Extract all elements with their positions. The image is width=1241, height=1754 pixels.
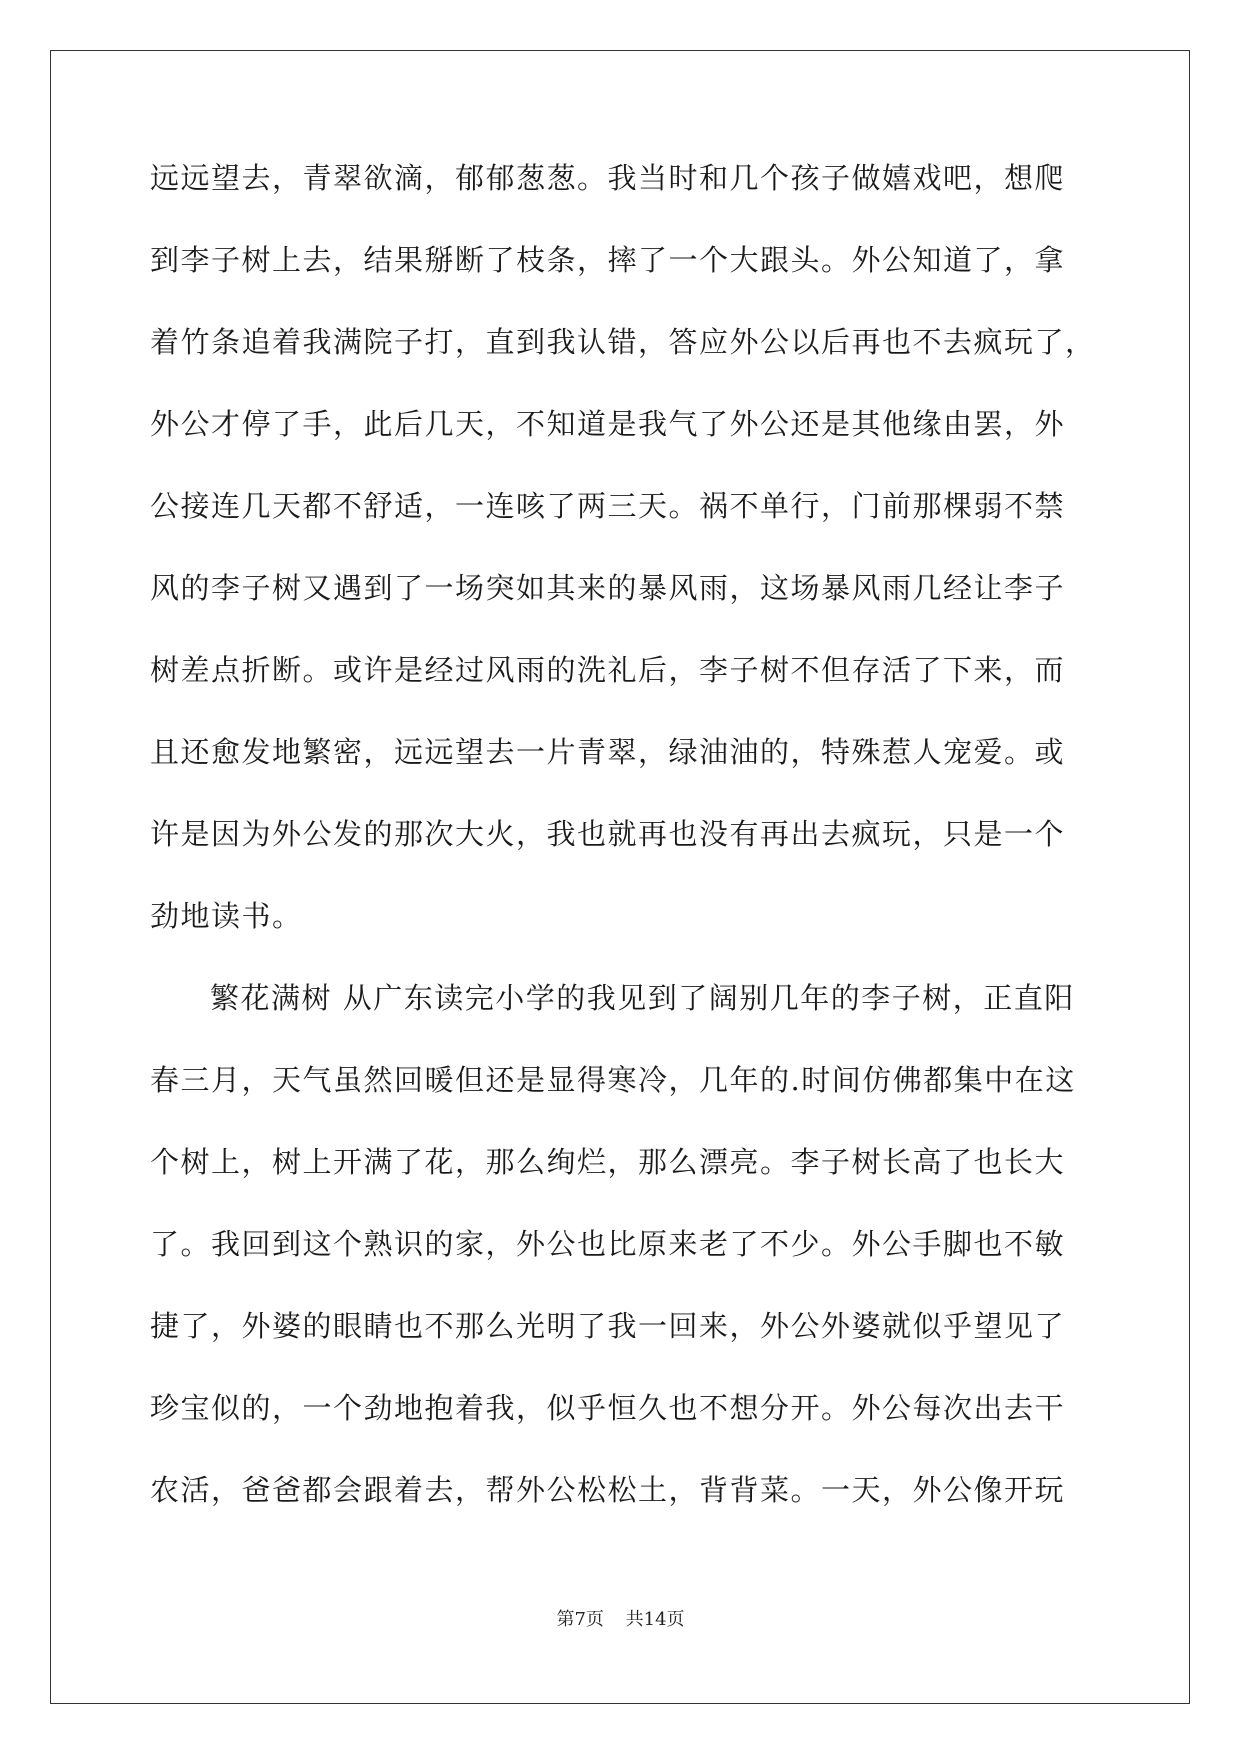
- text-line: 风的李子树又遇到了一场突如其来的暴风雨，这场暴风雨几经让李子: [150, 571, 1066, 605]
- document-body: [150, 158, 1096, 1552]
- text-line: 珍宝似的，一个劲地抱着我，似乎恒久也不想分开。外公每次出去干: [150, 1391, 1066, 1425]
- text-line: 公接连几天都不舒适，一连咳了两三天。祸不单行，门前那棵弱不禁: [150, 489, 1066, 523]
- text-line: 远远望去，青翠欲滴，郁郁葱葱。我当时和几个孩子做嬉戏吧，想爬: [150, 161, 1066, 195]
- text-line: 到李子树上去，结果掰断了枝条，摔了一个大跟头。外公知道了，拿: [150, 243, 1066, 277]
- text-line: 个树上，树上开满了花，那么绚烂，那么漂亮。李子树长高了也长大: [150, 1145, 1066, 1179]
- text-line: 繁花满树 从广东读完小学的我见到了阔别几年的李子树，正直阳: [210, 981, 1075, 1015]
- text-line: 了。我回到这个熟识的家，外公也比原来老了不少。外公手脚也不敏: [150, 1227, 1066, 1261]
- page-total: 共14页: [625, 1609, 685, 1630]
- text-line: 着竹条追着我满院子打，直到我认错，答应外公以后再也不去疯玩了，: [150, 325, 1096, 359]
- page-number: 第7页: [556, 1609, 604, 1630]
- paragraph-1: [150, 158, 1096, 978]
- text-line: 劲地读书。: [150, 899, 303, 933]
- text-line: 且还愈发地繁密，远远望去一片青翠，绿油油的，特殊惹人宠爱。或: [150, 735, 1066, 769]
- text-line: 许是因为外公发的那次大火，我也就再也没有再出去疯玩，只是一个: [150, 817, 1066, 851]
- text-line: 树差点折断。或许是经过风雨的洗礼后，李子树不但存活了下来，而: [150, 653, 1066, 687]
- text-line: 捷了，外婆的眼睛也不那么光明了我一回来，外公外婆就似乎望见了: [150, 1309, 1066, 1343]
- text-line: 农活，爸爸都会跟着去，帮外公松松土，背背菜。一天，外公像开玩: [150, 1473, 1066, 1507]
- text-line: 外公才停了手，此后几天，不知道是我气了外公还是其他缘由罢，外: [150, 407, 1066, 441]
- text-line: 春三月，天气虽然回暖但还是显得寒冷，几年的.时间仿佛都集中在这: [150, 1063, 1076, 1097]
- page-footer: [0, 1608, 1241, 1632]
- paragraph-2: [150, 978, 1090, 1552]
